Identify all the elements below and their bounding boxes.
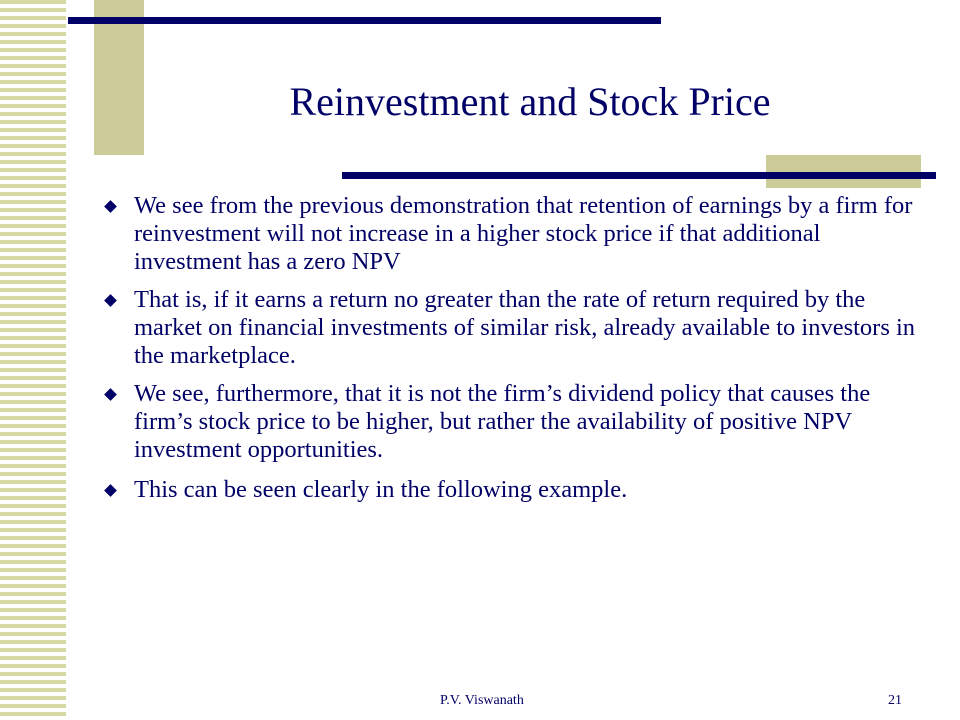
bullet-item <box>104 192 924 276</box>
top-rule <box>68 17 661 24</box>
bullet-text: We see, furthermore, that it is not the firm’s dividend policy that causes the firm’s stock price to be higher, but rather the availability of positive NPV investment opportunities. <box>134 380 871 463</box>
left-striped-band <box>0 0 68 720</box>
slide-title: Reinvestment and Stock Price <box>289 79 771 124</box>
bullet-text: That is, if it earns a return no greater than the rate of return required by the market on financial investments of similar risk, already available to investors in the marketplace. <box>134 286 916 369</box>
diamond-bullet-icon <box>104 294 117 307</box>
bullet-item <box>104 286 924 370</box>
bullet-list <box>104 192 924 514</box>
footer-author: P.V. Viswanath <box>440 693 524 708</box>
bullet-text: We see from the previous demonstration that retention of earnings by a firm for reinvestment will not increase in a higher stock price if that additional investment has a zero NPV <box>134 192 913 275</box>
bullet-item <box>104 380 924 464</box>
diamond-bullet-icon <box>104 200 117 213</box>
footer-page-number: 21 <box>888 693 902 708</box>
bullet-text: This can be seen clearly in the following example. <box>134 476 628 503</box>
diamond-bullet-icon <box>104 484 117 497</box>
diamond-bullet-icon <box>104 388 117 401</box>
bullet-item <box>104 476 924 504</box>
title-underline-rule <box>342 172 936 179</box>
